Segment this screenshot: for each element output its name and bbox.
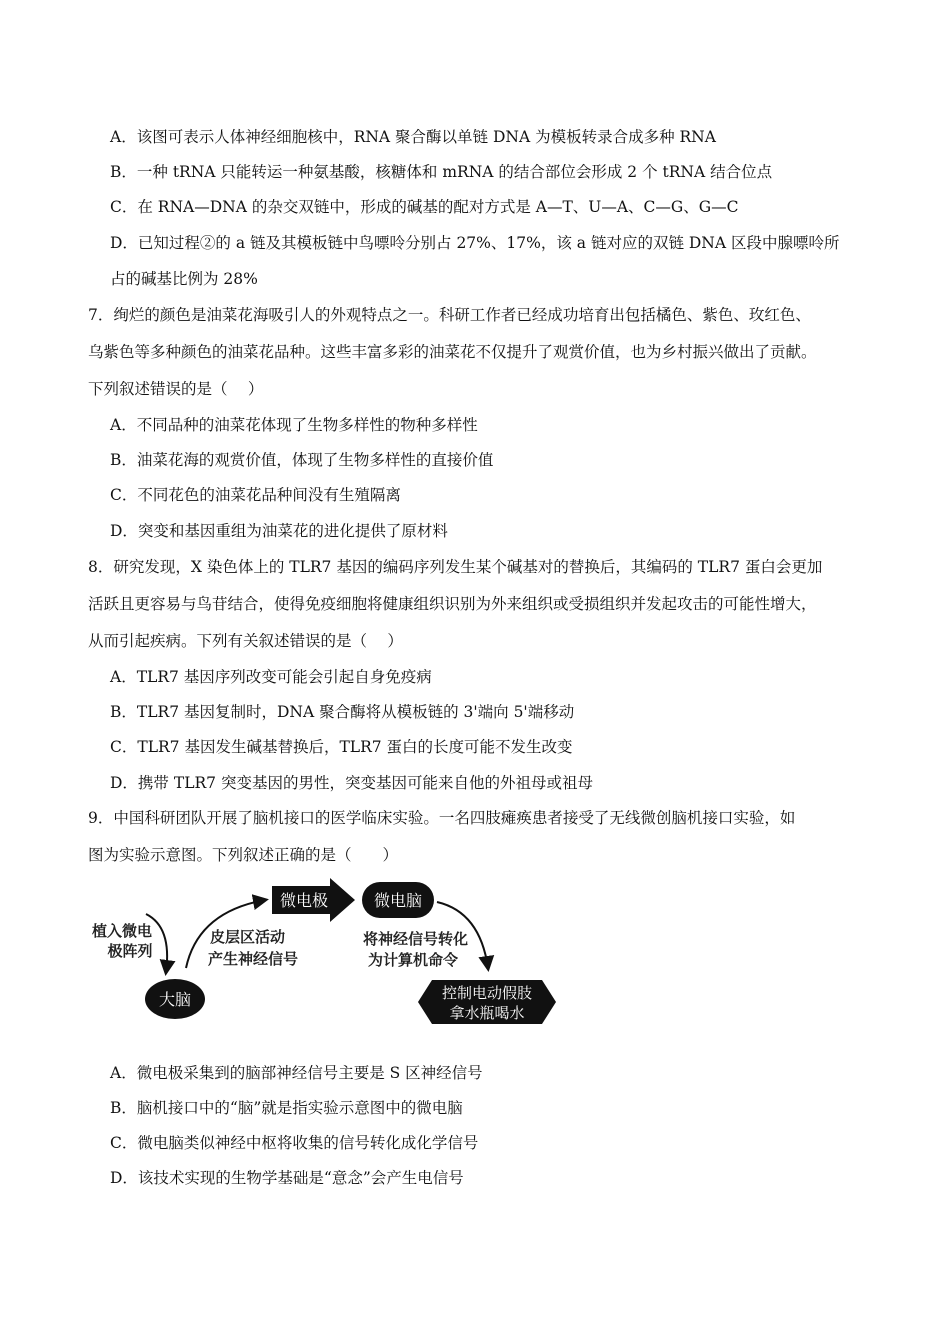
q8-option-a: A．TLR7 基因序列改变可能会引起自身免疫病 xyxy=(110,668,432,686)
q7-stem-line-3: 下列叙述错误的是（ ） xyxy=(88,380,264,398)
q6-option-b: B．一种 tRNA 只能转运一种氨基酸，核糖体和 mRNA 的结合部位会形成 2 个 tRNA 结合位点 xyxy=(110,163,773,181)
cortex-label-line-2: 产生神经信号 xyxy=(208,950,299,968)
q9-stem-line-2: 图为实验示意图。下列叙述正确的是（ ） xyxy=(88,846,399,864)
implant-label-line-1: 植入微电 xyxy=(91,922,153,940)
q7-stem-line-1: 7．绚烂的颜色是油菜花海吸引人的外观特点之一。科研工作者已经成功培育出包括橘色、紫色、玫红色、 xyxy=(88,306,811,324)
q8-option-b: B．TLR7 基因复制时，DNA 聚合酶将从模板链的 3'端向 5'端移动 xyxy=(110,703,575,721)
q7-option-b: B．油菜花海的观赏价值，体现了生物多样性的直接价值 xyxy=(110,451,494,469)
q7-option-a: A．不同品种的油菜花体现了生物多样性的物种多样性 xyxy=(110,416,478,434)
q9-option-a: A．微电极采集到的脑部神经信号主要是 S 区神经信号 xyxy=(110,1064,483,1082)
q8-option-c: C．TLR7 基因发生碱基替换后，TLR7 蛋白的长度可能不发生改变 xyxy=(110,738,573,756)
q7-stem-line-2: 乌紫色等多种颜色的油菜花品种。这些丰富多彩的油菜花不仅提升了观赏价值，也为乡村振兴做出了贡献。 xyxy=(88,343,817,361)
q7-option-c: C．不同花色的油菜花品种间没有生殖隔离 xyxy=(110,486,401,504)
q9-option-c: C．微电脑类似神经中枢将收集的信号转化成化学信号 xyxy=(110,1134,479,1152)
control-label-line-2: 拿水瓶喝水 xyxy=(449,1004,525,1022)
q8-option-d: D．携带 TLR7 突变基因的男性，突变基因可能来自他的外祖母或祖母 xyxy=(110,774,593,792)
q6-option-a: A．该图可表示人体神经细胞核中，RNA 聚合酶以单链 DNA 为模板转录合成多种 RNA xyxy=(110,128,716,146)
convert-label-line-1: 将神经信号转化 xyxy=(362,930,468,948)
q6-option-d: D．已知过程②的 a 链及其模板链中鸟嘌呤分别占 27%、17%，该 a 链对应的双链 DNA 区段中腺嘌呤所 xyxy=(110,234,840,252)
q8-stem-line-2: 活跃且更容易与鸟苷结合，使得免疫细胞将健康组织识别为外来组织或受损组织并发起攻击的可能性增大， xyxy=(88,595,817,613)
brain-computer-interface-diagram xyxy=(80,872,570,1032)
control-label-line-1: 控制电动假肢 xyxy=(441,984,533,1002)
q9-stem-line-1: 9．中国科研团队开展了脑机接口的医学临床实验。一名四肢瘫痪患者接受了无线微创脑机接口实验，如 xyxy=(88,809,796,827)
q8-stem-line-3: 从而引起疾病。下列有关叙述错误的是（ ） xyxy=(88,632,403,650)
cortex-label-line-1: 皮层区活动 xyxy=(210,928,286,946)
brain-label: 大脑 xyxy=(158,990,192,1009)
electrode-label: 微电极 xyxy=(279,891,329,910)
q9-option-d: D．该技术实现的生物学基础是“意念”会产生电信号 xyxy=(110,1169,464,1187)
convert-label-line-2: 为计算机命令 xyxy=(367,951,458,969)
implant-label-line-2: 极阵列 xyxy=(107,942,153,960)
q8-stem-line-1: 8．研究发现，X 染色体上的 TLR7 基因的编码序列发生某个碱基对的替换后，其编码的 TLR7 蛋白会更加 xyxy=(88,558,823,576)
q9-option-b: B．脑机接口中的“脑”就是指实验示意图中的微电脑 xyxy=(110,1099,463,1117)
q7-option-d: D．突变和基因重组为油菜花的进化提供了原材料 xyxy=(110,522,448,540)
computer-label: 微电脑 xyxy=(373,891,423,910)
q6-option-d-continued: 占的碱基比例为 28% xyxy=(110,270,258,288)
q6-option-c: C．在 RNA—DNA 的杂交双链中，形成的碱基的配对方式是 A—T、U—A、C—G、G—C xyxy=(110,198,739,216)
